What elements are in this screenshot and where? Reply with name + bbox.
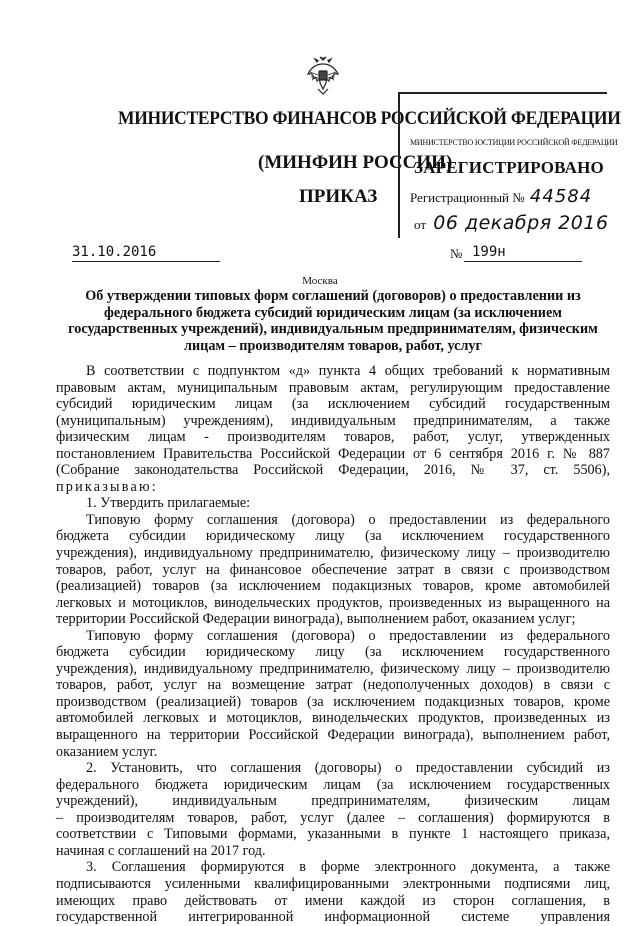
body-line: бюджета субсидии юридическому лицу (за исключением государственного [56, 644, 610, 661]
order-heading [56, 288, 610, 354]
body-line: производством (реализацией) товаров (за исключением подакцизных товаров, кроме [56, 693, 610, 710]
body-line: выращенного на территории Российской Федерации винограда), выполнением работ, [56, 727, 610, 744]
stamp-date-label: от [414, 217, 427, 232]
body-line: учреждений), индивидуальным предпринимателям, физическим лицам [56, 793, 610, 810]
body-line: бюджета субсидии юридическому лицу (за исключением государственного [56, 528, 610, 545]
order-number-label: № [450, 246, 463, 261]
body-line: легковых и мотоциклов, винодельческих продуктов, произведенных из выращенного на [56, 594, 610, 611]
stamp-reg-number-row [410, 186, 592, 207]
stamp-authority: МИНИСТЕРСТВО ЮСТИЦИИ РОССИЙСКОЙ ФЕДЕРАЦИИ [410, 138, 618, 147]
stamp-reg-number: 44584 [529, 186, 593, 207]
body-line: физическим лицам - производителям товаров, работ, услуг, утвержденных [56, 429, 610, 446]
body-line: (муниципальным) учреждениям), индивидуальным предпринимателям, а также [56, 412, 610, 429]
body-line: В соответствии с подпунктом «д» пункта 4 общих требований к нормативным [86, 363, 610, 379]
ministry-short-name: (МИНФИН РОССИИ) [258, 152, 453, 173]
ministry-name: МИНИСТЕРСТВО ФИНАНСОВ РОССИЙСКОЙ ФЕДЕРАЦИИ [118, 108, 621, 129]
order-body [56, 363, 610, 926]
heading-line: государственных учреждений), индивидуальным предпринимателям, физическим [68, 321, 598, 338]
body-line: учреждения), индивидуальному предпринимателю, физическому лицу – производителю [56, 545, 610, 562]
heading-line: федерального бюджета субсидий юридическим лицам (за исключением [104, 304, 562, 321]
order-title: ПРИКАЗ [299, 186, 378, 207]
body-line: 3. Соглашения формируются в форме электронного документа, а также [86, 859, 610, 876]
body-line: начиная с соглашений на 2017 год. [56, 842, 266, 859]
body-line: подписываются усиленными квалифицированными электронными подписями лиц, [56, 875, 610, 892]
body-line: Типовую форму соглашения (договора) о предоставлении из федерального [86, 511, 610, 528]
body-line: товаров, работ, услуг на финансовое обеспечение затрат в связи с производством [56, 561, 610, 578]
body-line: 2. Установить, что соглашения (договоры) о предоставлении субсидий из [86, 760, 610, 777]
body-line: Типовую форму соглашения (договора) о предоставлении из федерального [86, 627, 610, 644]
body-line: субсидий юридическим лицам (за исключением субсидий государственным [56, 396, 610, 413]
city: Москва [302, 275, 338, 287]
body-line: территории Российской Федерации винограда), выполнением работ, оказанием услуг; [56, 611, 576, 628]
heading-line: лицам – производителям товаров, работ, услуг [184, 337, 482, 354]
body-line: товаров, работ, услуг на возмещение затрат (недополученных доходов) в связи с [56, 677, 610, 694]
body-line: учреждения), индивидуальному предпринимателю, физическому лицу – производителю [56, 660, 610, 677]
body-line: – производителям товаров, работ, услуг (далее – соглашения) формируются в [56, 809, 610, 826]
body-line: соответствии с Типовыми формами, указанными в пункте 1 настоящего приказа, [56, 826, 610, 843]
body-line: имеющих право действовать от имени каждой из сторон соглашения, в [56, 892, 610, 909]
body-line: федерального бюджета юридическим лицам (за исключением государственных [56, 776, 610, 793]
stamp-registered: ЗАРЕГИСТРИРОВАНО [414, 158, 604, 177]
body-line: автомобилей легковых и мотоциклов, винодельческих продуктов, произведенных из [56, 710, 610, 727]
body-line: (реализацией) товаров (за исключением подакцизных товаров, кроме автомобилей [56, 578, 610, 595]
coat-of-arms-icon [306, 56, 340, 96]
body-line: постановлением Правительства Российской Федерации от 6 сентября 2016 г. № 887 [56, 445, 610, 462]
registration-stamp [398, 92, 618, 238]
body-line: правовым актам, муниципальным правовым актам, регулирующим предоставление [56, 379, 610, 396]
order-date: 31.10.2016 [72, 244, 220, 262]
stamp-date-value: 06 декабря 2016 [433, 212, 609, 234]
order-number: 199н [464, 244, 582, 262]
body-line: 1. Утвердить прилагаемые: [86, 495, 251, 512]
heading-line: Об утверждении типовых форм соглашений (договоров) о предоставлении из [85, 288, 581, 304]
stamp-date-row [414, 212, 609, 234]
body-line: государственной интегрированной информационной системе управления [56, 909, 610, 926]
body-line: приказываю: [56, 478, 158, 495]
stamp-reg-label: Регистрационный № [410, 190, 525, 205]
body-line: (Собрание законодательства Российской Федерации, 2016, № 37, ст. 5506), [56, 462, 610, 479]
body-line: оказанием услуг. [56, 743, 158, 760]
